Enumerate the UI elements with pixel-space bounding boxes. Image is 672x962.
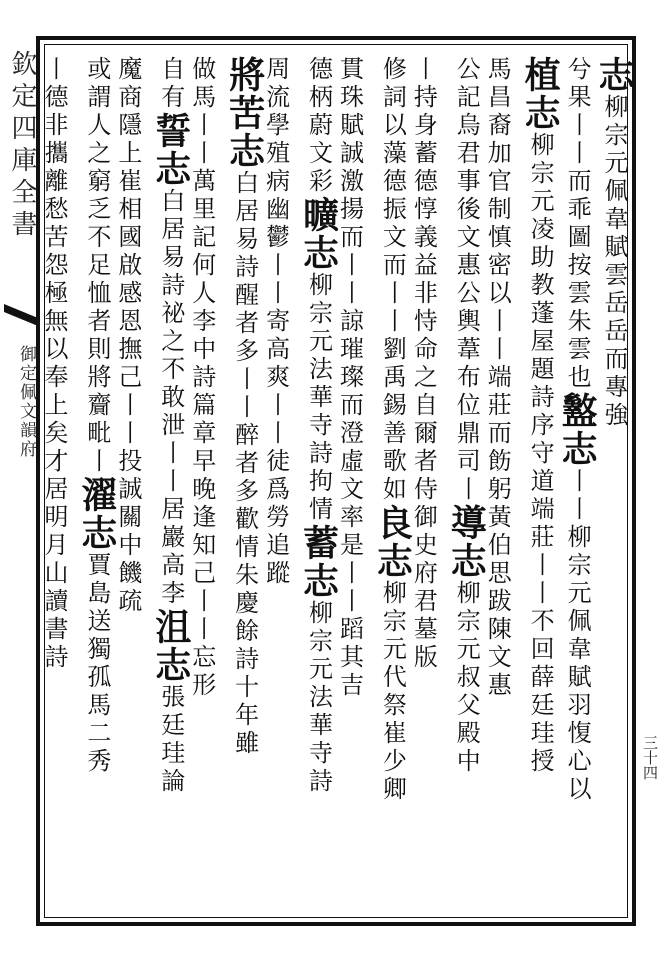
text-run: 或謂人之窮乏不足恤者則將齎毗丨 <box>82 56 111 476</box>
headword: 將 <box>223 56 266 94</box>
text-run: 馬昌裔加官制慎密以丨丨端莊而飭躬黃伯思跋陳文惠 <box>483 56 512 700</box>
text-run: 魔 <box>113 56 142 84</box>
text-run: 柳宗元法華寺詩 <box>304 600 333 796</box>
text-column <box>409 56 438 672</box>
text-run: 柳宗元叔父殿中 <box>452 580 481 776</box>
text-run: 德柄蔚文彩 <box>304 56 333 196</box>
headword: 志 <box>223 132 266 170</box>
headword: 志 <box>149 150 192 188</box>
book-title: 御定佩文韻府 <box>16 345 36 459</box>
headword: 良 <box>371 504 414 542</box>
headword: 志 <box>371 542 414 580</box>
text-run: 柳宗元佩韋賦雲岳岳而專強 <box>600 94 628 430</box>
text-column <box>556 56 599 804</box>
text-column <box>149 56 192 796</box>
headword: 濯 <box>75 476 118 514</box>
text-run: 公記烏君事後文惠公輿葦布位鼎司丨 <box>452 56 481 504</box>
text-run: 修詞以藻德振文而丨丨劉禹錫善歌如 <box>378 56 407 504</box>
text-column <box>335 56 364 700</box>
text-column <box>371 56 414 804</box>
text-run: 丨丨徒爲勞追蹤 <box>261 392 290 588</box>
headword: 誓 <box>149 112 192 150</box>
text-run: 柳宗元代祭崔少卿 <box>378 580 407 804</box>
page-number: 三十四 <box>641 735 659 780</box>
text-run: 周流學殖 <box>261 56 290 168</box>
text-run: 柳宗元法華寺詩拘情 <box>304 272 333 524</box>
text-run: 丨持身蓄德惇義益非恃命之自爾者 <box>409 56 438 476</box>
text-column <box>483 56 512 700</box>
text-run: 文率是丨丨蹈其吉 <box>335 476 364 700</box>
text-run: 柳宗元凌助教蓬屋題詩序守道端莊丨丨不回薛廷珪授 <box>526 132 555 776</box>
text-column <box>75 56 118 776</box>
text-run: 侍御史府君墓版 <box>409 476 438 672</box>
text-column <box>113 56 142 616</box>
text-run: 兮果丨丨而乖圖按雲朱雲也 <box>563 56 592 392</box>
headword: 志 <box>519 94 562 132</box>
headword: 苦 <box>223 94 266 132</box>
text-column <box>297 56 340 796</box>
headword: 曠 <box>297 196 340 234</box>
text-run: 才居明月山讀書詩 <box>40 448 68 672</box>
text-run: 賈島送獨孤馬二秀 <box>82 552 111 776</box>
text-run: 張廷珪論 <box>156 684 185 796</box>
text-run: 做馬丨丨萬里記何人李中詩篇章早晚逢知己丨丨忘形 <box>187 56 216 700</box>
text-column <box>42 56 66 672</box>
text-column <box>445 56 488 776</box>
text-run: 白居易詩醒者多丨丨醉者多歡情朱慶餘詩十年雖 <box>230 170 259 758</box>
text-run: 白居易詩祕之不敢泄丨丨居巖高李 <box>156 188 185 608</box>
headword: 蓄 <box>297 524 340 562</box>
headword: 植 <box>519 56 562 94</box>
text-column <box>519 56 562 776</box>
headword: 沮 <box>149 608 192 646</box>
headword: 志 <box>297 234 340 272</box>
headword: 志 <box>556 430 599 468</box>
text-run: 丨德非攜離愁苦怨極無以奉上矣 <box>40 56 68 448</box>
book-series-title: 欽定四庫全書 <box>7 50 37 242</box>
headword: 導 <box>445 504 488 542</box>
headword: 志 <box>297 562 340 600</box>
text-run: 商隱上崔相國啟感恩撫己丨丨投誠 <box>113 84 142 504</box>
text-column <box>187 56 216 700</box>
text-column <box>593 56 635 430</box>
headword: 志 <box>593 56 635 94</box>
headword: 盭 <box>556 392 599 430</box>
headword: 志 <box>445 542 488 580</box>
text-run: 關中饑疏 <box>113 504 142 616</box>
headword: 志 <box>75 514 118 552</box>
headword: 志 <box>149 646 192 684</box>
text-run: 貫珠賦誠激揚而丨丨諒璀璨而澄虛 <box>335 56 364 476</box>
text-run: 丨丨柳宗元佩韋賦羽愎心以 <box>563 468 592 804</box>
text-column <box>223 56 266 758</box>
text-run: 自有 <box>156 56 185 112</box>
text-run: 病幽鬱丨丨寄高爽 <box>261 168 290 392</box>
text-column <box>261 56 290 588</box>
